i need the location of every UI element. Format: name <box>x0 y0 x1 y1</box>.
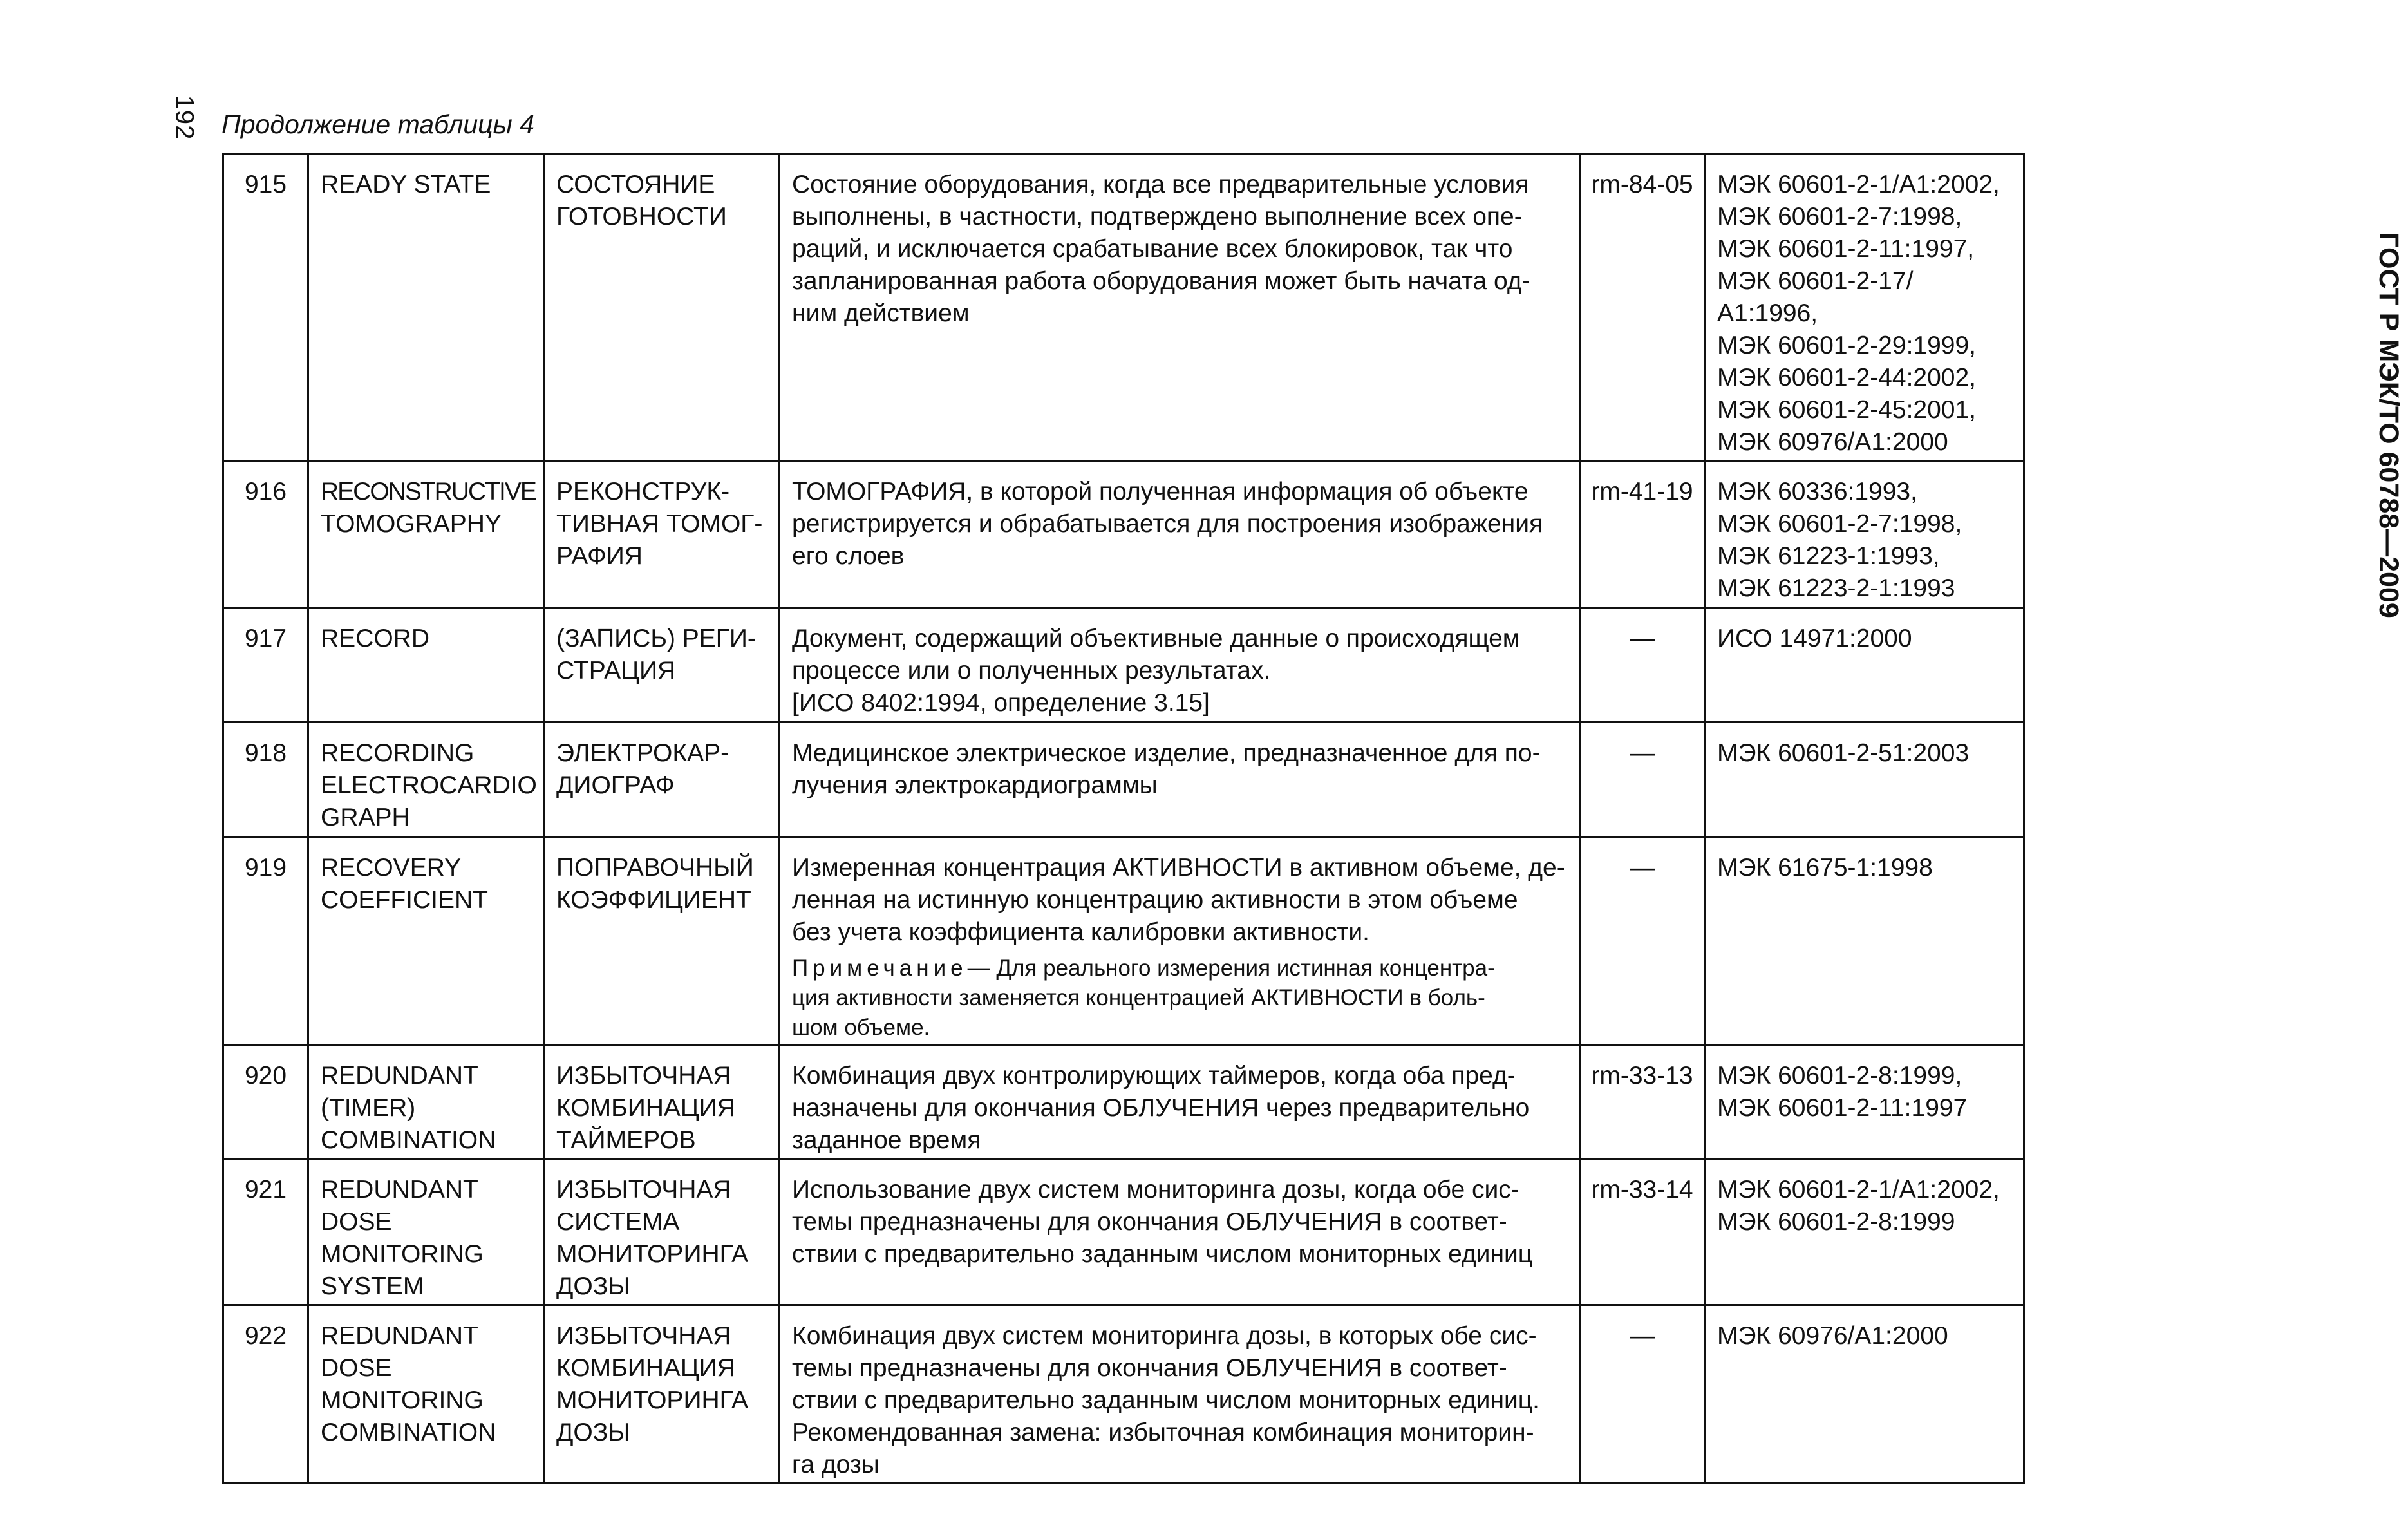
definition-line: Комбинация двух систем мониторинга дозы, в которых обе сис- <box>792 1322 1537 1350</box>
note-line <box>792 954 1567 983</box>
term-number: 919 <box>244 854 287 882</box>
definition-line: ТОМОГРАФИЯ, в которой полученная информация об объекте <box>792 478 1529 505</box>
source-standard-line: МЭК 60601-2-29:1999, <box>1717 332 1976 359</box>
term-russian-cell <box>544 154 780 461</box>
reference-code: — <box>1630 1322 1655 1350</box>
term-russian-line: РЕКОНСТРУК- <box>556 478 730 505</box>
definition-line: темы предназначены для окончания ОБЛУЧЕНИЯ в соответ- <box>792 1354 1507 1382</box>
reference-code-cell <box>1580 837 1705 1045</box>
note-line: шом объеме. <box>792 1015 930 1040</box>
term-russian-cell <box>544 461 780 608</box>
source-standard-line: МЭК 60601-2-8:1999 <box>1717 1208 1955 1236</box>
definition-line: ствии с предварительно заданным числом мониторных единиц <box>792 1240 1533 1268</box>
term-english-line: RECONSTRUCTIVE <box>321 478 536 505</box>
note-label: Примечание <box>792 956 968 981</box>
source-standard-line: МЭК 60601-2-11:1997, <box>1717 235 1975 263</box>
term-english-cell <box>308 461 544 608</box>
term-english-cell <box>308 837 544 1045</box>
term-russian-cell <box>544 608 780 723</box>
term-russian-cell <box>544 837 780 1045</box>
term-number: 920 <box>244 1062 287 1090</box>
definition-cell <box>780 154 1580 461</box>
term-number-cell <box>223 1159 308 1305</box>
reference-code-cell <box>1580 461 1705 608</box>
term-english-line: TOMOGRAPHY <box>321 510 502 538</box>
term-english-line: READY STATE <box>321 171 491 198</box>
term-russian-line: РАФИЯ <box>556 542 643 570</box>
term-english-line: COMBINATION <box>321 1419 496 1446</box>
term-english-line: DOSE <box>321 1208 392 1236</box>
source-standard-line: МЭК 60601-2-51:2003 <box>1717 739 1970 767</box>
reference-code: — <box>1630 625 1655 652</box>
reference-code-cell <box>1580 154 1705 461</box>
source-standard-line: МЭК 60976/А1:2000 <box>1717 1322 1948 1350</box>
definition-line: лучения электрокардиограммы <box>792 771 1158 799</box>
definition-line: Использование двух систем мониторинга дозы, когда обе сис- <box>792 1176 1519 1204</box>
definition-line: га дозы <box>792 1451 879 1478</box>
page-number: 192 <box>170 95 199 140</box>
source-standard-line: МЭК 60601-2-8:1999, <box>1717 1062 1962 1090</box>
definition-cell <box>780 608 1580 723</box>
source-standard-line: МЭК 60601-2-45:2001, <box>1717 396 1976 424</box>
source-standards-cell <box>1705 1305 2024 1484</box>
term-english-cell <box>308 1159 544 1305</box>
term-russian-line: ТИВНАЯ ТОМОГ- <box>556 510 763 538</box>
term-number-cell <box>223 837 308 1045</box>
term-russian-line: КОМБИНАЦИЯ <box>556 1094 735 1122</box>
reference-code-cell <box>1580 1045 1705 1159</box>
reference-code-cell <box>1580 1305 1705 1484</box>
term-russian-line: ТАЙМЕРОВ <box>556 1126 696 1154</box>
definition-line: процессе или о полученных результатах. <box>792 657 1271 685</box>
term-english-line: RECORDING <box>321 739 475 767</box>
term-russian-line: (ЗАПИСЬ) РЕГИ- <box>556 625 756 652</box>
term-number-cell <box>223 608 308 723</box>
source-standard-line: МЭК 61675-1:1998 <box>1717 854 1933 882</box>
source-standard-line: МЭК 60601-2-17/А1:1996, <box>1717 267 1914 327</box>
definition-line: Рекомендованная замена: избыточная комбинация мониторин- <box>792 1419 1534 1446</box>
source-standards-cell <box>1705 723 2024 837</box>
terms-table-container <box>222 153 2025 1484</box>
term-number: 922 <box>244 1322 287 1350</box>
table-row <box>223 154 2024 461</box>
reference-code-cell <box>1580 723 1705 837</box>
term-russian-cell <box>544 723 780 837</box>
definition-note <box>792 954 1567 1043</box>
source-standards-cell <box>1705 1159 2024 1305</box>
term-russian-line: ИЗБЫТОЧНАЯ <box>556 1062 731 1090</box>
definition-line: без учета коэффициента калибровки активности. <box>792 918 1369 946</box>
definition-cell <box>780 1045 1580 1159</box>
reference-code-cell <box>1580 608 1705 723</box>
term-english-line: DOSE <box>321 1354 392 1382</box>
term-english-cell <box>308 723 544 837</box>
definition-line: его слоев <box>792 542 905 570</box>
term-english-line: SYSTEM <box>321 1272 424 1300</box>
term-english-cell <box>308 154 544 461</box>
term-russian-line: КОЭФФИЦИЕНТ <box>556 886 751 914</box>
term-number: 917 <box>244 625 287 652</box>
term-english-line: MONITORING <box>321 1386 484 1414</box>
definition-line: регистрируется и обрабатывается для построения изображения <box>792 510 1543 538</box>
reference-code: rm-84-05 <box>1591 171 1693 198</box>
source-standard-line: МЭК 60601-2-44:2002, <box>1717 364 1976 392</box>
term-english-line: REDUNDANT <box>321 1176 478 1204</box>
definition-cell <box>780 723 1580 837</box>
definition-cell <box>780 837 1580 1045</box>
term-english-line: GRAPH <box>321 804 410 831</box>
term-russian-line: ЭЛЕКТРОКАР- <box>556 739 729 767</box>
term-russian-line: ДИОГРАФ <box>556 771 675 799</box>
term-number: 916 <box>244 478 287 505</box>
table-row <box>223 1045 2024 1159</box>
terms-table-body <box>223 154 2024 1484</box>
terms-table <box>222 153 2025 1484</box>
definition-cell <box>780 461 1580 608</box>
term-russian-line: СОСТОЯНИЕ <box>556 171 715 198</box>
source-standard-line: МЭК 61223-1:1993, <box>1717 542 1940 570</box>
term-russian-cell <box>544 1045 780 1159</box>
definition-line: ним действием <box>792 299 970 327</box>
term-english-line: (TIMER) <box>321 1094 416 1122</box>
source-standards-cell <box>1705 1045 2024 1159</box>
table-row <box>223 461 2024 608</box>
term-english-cell <box>308 1045 544 1159</box>
term-number: 921 <box>244 1176 287 1204</box>
term-english-line: MONITORING <box>321 1240 484 1268</box>
definition-line: ствии с предварительно заданным числом мониторных единиц. <box>792 1386 1539 1414</box>
term-english-line: RECOVERY <box>321 854 462 882</box>
term-russian-line: ПОПРАВОЧНЫЙ <box>556 854 754 882</box>
term-number-cell <box>223 154 308 461</box>
source-standards-cell <box>1705 461 2024 608</box>
table-row <box>223 1159 2024 1305</box>
reference-code: rm-33-13 <box>1591 1062 1693 1090</box>
source-standard-line: МЭК 60976/А1:2000 <box>1717 428 1948 456</box>
source-standards-cell <box>1705 608 2024 723</box>
source-standard-line: МЭК 60601-2-7:1998, <box>1717 510 1962 538</box>
term-number: 915 <box>244 171 287 198</box>
note-line: ция активности заменяется концентрацией АКТИВНОСТИ в боль- <box>792 985 1485 1010</box>
term-russian-line: ДОЗЫ <box>556 1419 630 1446</box>
term-english-line: REDUNDANT <box>321 1062 478 1090</box>
term-number-cell <box>223 723 308 837</box>
source-standards-cell <box>1705 154 2024 461</box>
term-russian-line: МОНИТОРИНГА <box>556 1240 749 1268</box>
definition-line: Комбинация двух контролирующих таймеров, когда оба пред- <box>792 1062 1516 1090</box>
definition-line: выполнены, в частности, подтверждено выполнение всех опе- <box>792 203 1523 231</box>
source-standard-line: МЭК 60336:1993, <box>1717 478 1917 505</box>
term-english-line: REDUNDANT <box>321 1322 478 1350</box>
term-english-line: ELECTROCARDIO <box>321 771 537 799</box>
table-row <box>223 1305 2024 1484</box>
reference-code: — <box>1630 854 1655 882</box>
definition-line: Измеренная концентрация АКТИВНОСТИ в активном объеме, де- <box>792 854 1565 882</box>
source-standard-line: МЭК 60601-2-7:1998, <box>1717 203 1962 231</box>
reference-code-cell <box>1580 1159 1705 1305</box>
table-row <box>223 723 2024 837</box>
term-number-cell <box>223 1305 308 1484</box>
term-english-line: COEFFICIENT <box>321 886 488 914</box>
term-russian-line: СТРАЦИЯ <box>556 657 676 685</box>
reference-code: rm-41-19 <box>1591 478 1693 505</box>
definition-cell <box>780 1305 1580 1484</box>
term-russian-line: СИСТЕМА <box>556 1208 680 1236</box>
term-number: 918 <box>244 739 287 767</box>
definition-line: ленная на истинную концентрацию активности в этом объеме <box>792 886 1518 914</box>
term-number-cell <box>223 1045 308 1159</box>
definition-line: темы предназначены для окончания ОБЛУЧЕНИЯ в соответ- <box>792 1208 1507 1236</box>
term-russian-line: КОМБИНАЦИЯ <box>556 1354 735 1382</box>
term-russian-cell <box>544 1305 780 1484</box>
table-row <box>223 837 2024 1045</box>
term-english-cell <box>308 608 544 723</box>
term-english-line: RECORD <box>321 625 430 652</box>
definition-line: Документ, содержащий объективные данные о происходящем <box>792 625 1520 652</box>
reference-code: — <box>1630 739 1655 767</box>
definition-line: Состояние оборудования, когда все предварительные условия <box>792 171 1529 198</box>
source-standard-line: МЭК 60601-2-11:1997 <box>1717 1094 1968 1122</box>
definition-line: раций, и исключается срабатывание всех блокировок, так что <box>792 235 1513 263</box>
reference-code: rm-33-14 <box>1591 1176 1693 1204</box>
definition-line: запланированная работа оборудования может быть начата од- <box>792 267 1530 295</box>
term-russian-line: ДОЗЫ <box>556 1272 630 1300</box>
term-russian-line: ИЗБЫТОЧНАЯ <box>556 1176 731 1204</box>
term-english-cell <box>308 1305 544 1484</box>
source-standards-cell <box>1705 837 2024 1045</box>
term-russian-line: МОНИТОРИНГА <box>556 1386 749 1414</box>
definition-line: назначены для окончания ОБЛУЧЕНИЯ через предварительно <box>792 1094 1530 1122</box>
term-russian-line: ИЗБЫТОЧНАЯ <box>556 1322 731 1350</box>
term-russian-cell <box>544 1159 780 1305</box>
definition-line: Медицинское электрическое изделие, предназначенное для по- <box>792 739 1541 767</box>
source-standard-line: МЭК 61223-2-1:1993 <box>1717 574 1955 602</box>
term-english-line: COMBINATION <box>321 1126 496 1154</box>
definition-line: заданное время <box>792 1126 981 1154</box>
note-text: — Для реального измерения истинная концентра- <box>967 956 1495 981</box>
document-id: ГОСТ Р МЭК/ТО 60788—2009 <box>2373 232 2404 618</box>
definition-line: [ИСО 8402:1994, определение 3.15] <box>792 689 1210 717</box>
term-number-cell <box>223 461 308 608</box>
source-standard-line: МЭК 60601-2-1/А1:2002, <box>1717 1176 2000 1204</box>
term-russian-line: ГОТОВНОСТИ <box>556 203 727 231</box>
table-row <box>223 608 2024 723</box>
definition-cell <box>780 1159 1580 1305</box>
table-caption: Продолжение таблицы 4 <box>221 109 534 139</box>
source-standard-line: ИСО 14971:2000 <box>1717 625 1912 652</box>
source-standard-line: МЭК 60601-2-1/А1:2002, <box>1717 171 2000 198</box>
